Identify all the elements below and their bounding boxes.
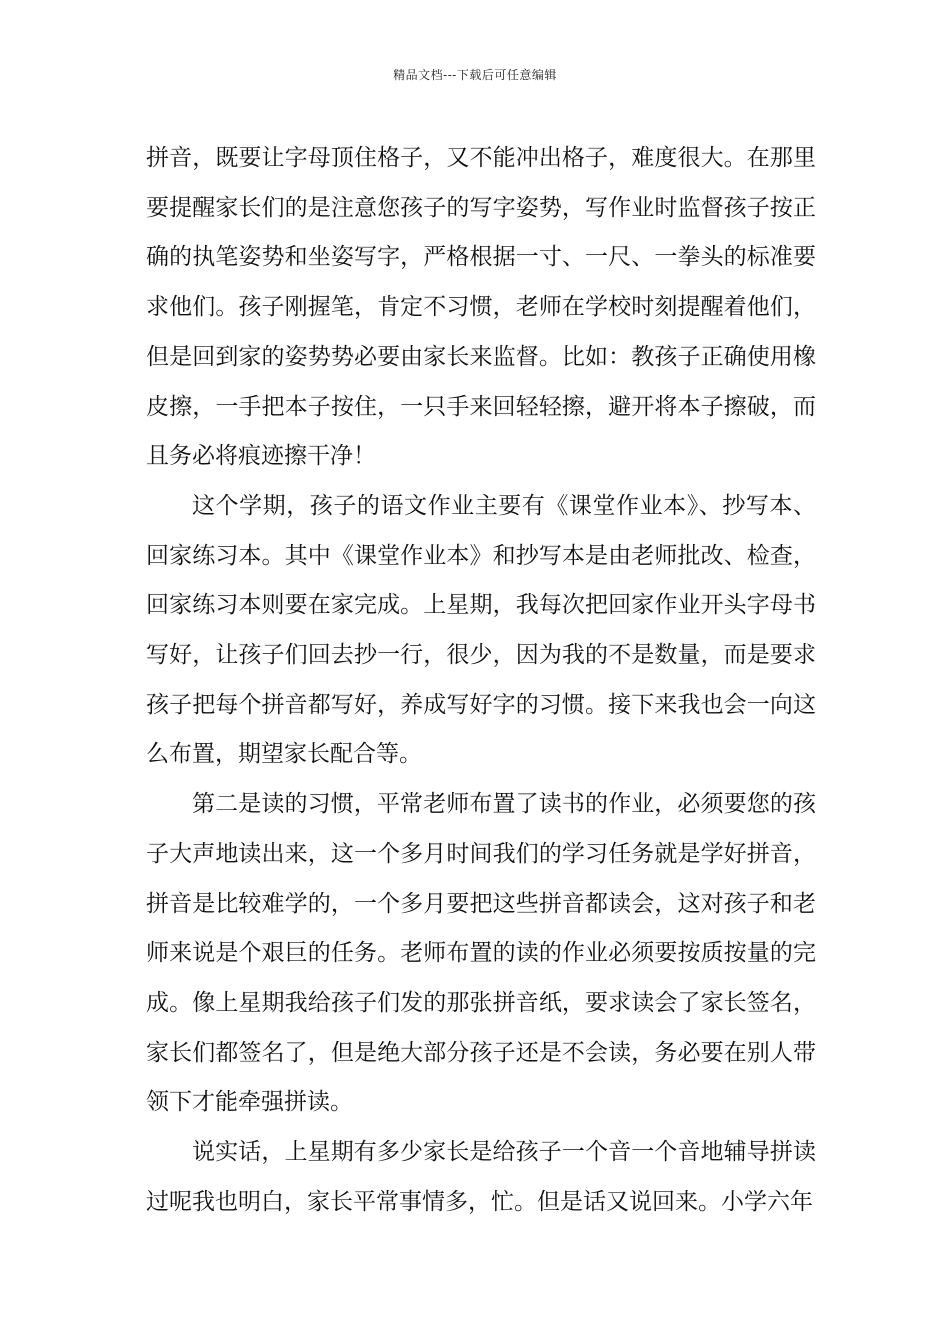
- page-header: 精品文档---下载后可任意编辑: [393, 68, 557, 82]
- document-body: [146, 134, 816, 1227]
- paragraph-4: 说实话，上星期有多少家长是给孩子一个音一个音地辅导拼读过呢我也明白，家长平常事情多，忙。但是话又说回来。小学六年: [146, 1139, 816, 1215]
- paragraph-1: 拼音，既要让字母顶住格子，又不能冲出格子，难度很大。在那里要提醒家长们的是注意您孩子的写字姿势，写作业时监督孩子按正确的执笔姿势和坐姿写字，严格根据一寸、一尺、一拳头的标准要求他们。孩子刚握笔，肯定不习惯，老师在学校时刻提醒着他们，但是回到家的姿势势必要由家长来监督。比如：教孩子正确使用橡皮擦，一手把本子按住，一只手来回轻轻擦，避开将本子擦破，而且务必将痕迹擦干净！: [146, 145, 816, 470]
- paragraph-3: 第二是读的习惯，平常老师布置了读书的作业，必须要您的孩子大声地读出来，这一个多月时间我们的学习任务就是学好拼音，拼音是比较难学的，一个多月要把这些拼音都读会，这对孩子和老师来说是个艰巨的任务。老师布置的读的作业必须要按质按量的完成。像上星期我给孩子们发的那张拼音纸，要求读会了家长签名，家长们都签名了，但是绝大部分孩子还是不会读，务必要在别人带领下才能牵强拼读。: [146, 791, 816, 1116]
- paragraph-2: 这个学期，孩子的语文作业主要有《课堂作业本》、抄写本、回家练习本。其中《课堂作业本》和抄写本是由老师批改、检查，回家练习本则要在家完成。上星期，我每次把回家作业开头字母书写好，让孩子们回去抄一行，很少，因为我的不是数量，而是要求孩子把每个拼音都写好，养成写好字的习惯。接下来我也会一向这么布置，期望家长配合等。: [146, 492, 816, 768]
